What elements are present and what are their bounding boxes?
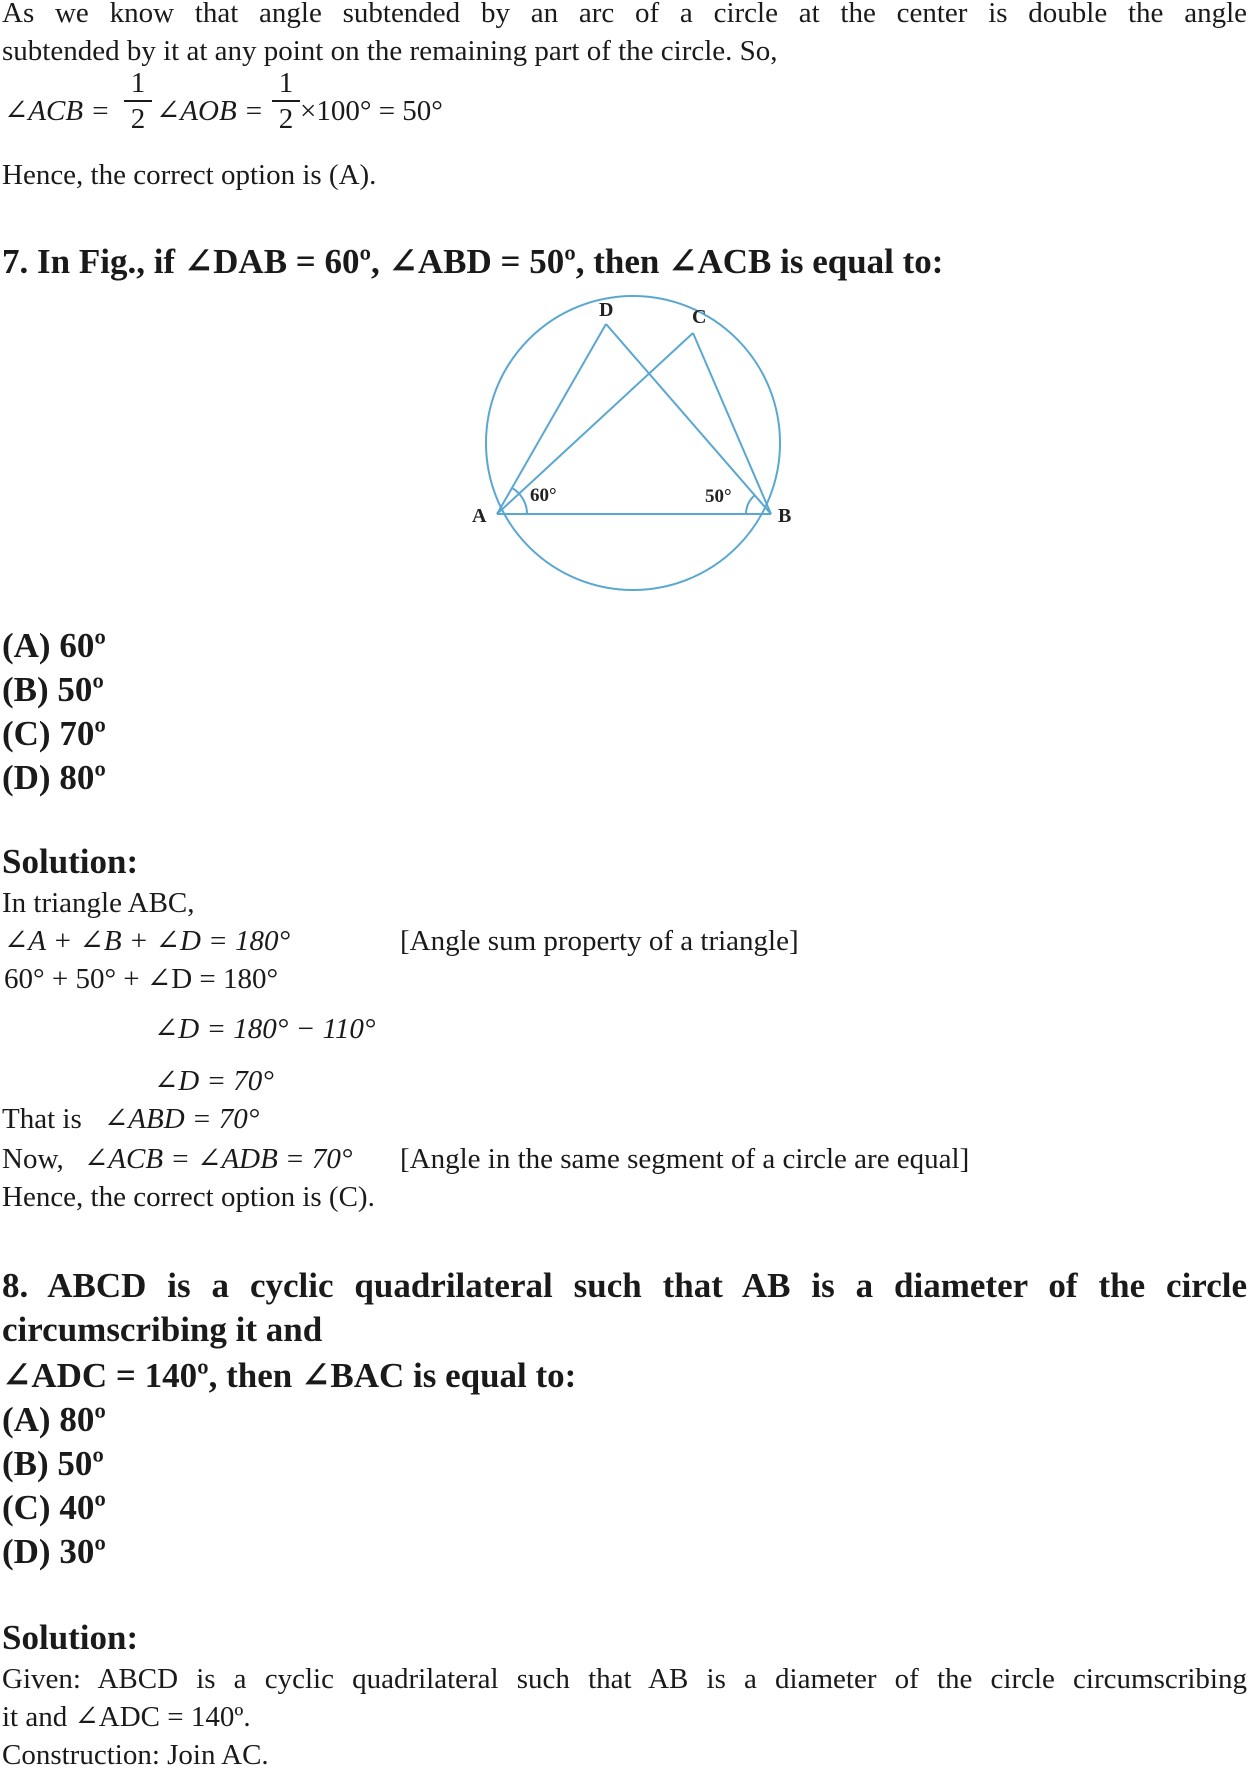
q8-option-c: (C) 40º <box>2 1488 106 1527</box>
q7-sol-line-1: In triangle ABC, <box>2 887 195 919</box>
angle-label-b: 50° <box>705 486 732 507</box>
eq-right: ×100° = 50° <box>300 95 443 127</box>
q7-sol-eq-3: ∠D = 180° − 110° <box>154 1013 376 1045</box>
eq-frac1-den: 2 <box>130 103 146 135</box>
q8-question-line-3: ∠ADC = 140º, then ∠BAC is equal to: <box>2 1356 577 1395</box>
eq-frac2-num: 1 <box>278 67 294 99</box>
q7-option-c: (C) 70º <box>2 714 106 753</box>
q7-option-d: (D) 80º <box>2 758 106 797</box>
angle-arc-b <box>746 495 755 514</box>
intro-text-line-1: As we know that angle subtended by an arc of a circle at the center is double the angle <box>2 0 1247 29</box>
q8-question-line-1: 8. ABCD is a cyclic quadrilateral such that AB is a diameter of the circle <box>2 1266 1247 1305</box>
q8-construction: Construction: Join AC. <box>2 1739 269 1771</box>
q7-sol-eq-2: 60° + 50° + ∠D = 180° <box>4 963 279 995</box>
eq-mid: ∠AOB = <box>156 95 264 127</box>
q7-solution-heading: Solution: <box>2 842 139 881</box>
q7-sol-now-reason: [Angle in the same segment of a circle are equal] <box>400 1143 970 1175</box>
q8-given-line-2: it and ∠ADC = 140º. <box>2 1701 251 1733</box>
label-b: B <box>778 505 792 527</box>
q8-question-line-2: circumscribing it and <box>2 1310 323 1349</box>
chord-ac <box>497 333 693 514</box>
q7-figure <box>460 288 800 618</box>
q7-sol-now-eq: ∠ACB = ∠ADB = 70° <box>84 1143 353 1175</box>
circle <box>486 296 780 590</box>
label-d: D <box>599 299 614 321</box>
eq-frac1-bar <box>124 100 152 102</box>
q7-sol-that: That is <box>2 1103 82 1135</box>
chord-bd <box>606 324 771 514</box>
q8-option-a: (A) 80º <box>2 1400 106 1439</box>
eq-left: ∠ACB = <box>4 95 110 127</box>
q8-option-d: (D) 30º <box>2 1532 106 1571</box>
intro-conclusion: Hence, the correct option is (A). <box>2 159 377 191</box>
eq-frac2-den: 2 <box>278 103 294 135</box>
q7-sol-now: Now, <box>2 1143 64 1175</box>
intro-text-line-2: subtended by it at any point on the remaining part of the circle. So, <box>2 35 778 67</box>
q8-option-b: (B) 50º <box>2 1444 104 1483</box>
eq-frac1-num: 1 <box>130 67 146 99</box>
angle-label-a: 60° <box>530 485 557 506</box>
label-c: C <box>692 306 707 328</box>
q7-option-a: (A) 60º <box>2 626 106 665</box>
q7-sol-eq-4: ∠D = 70° <box>154 1065 274 1097</box>
q7-option-b: (B) 50º <box>2 670 104 709</box>
q7-conclusion: Hence, the correct option is (C). <box>2 1181 375 1213</box>
q8-solution-heading: Solution: <box>2 1618 139 1657</box>
q7-question: 7. In Fig., if ∠DAB = 60º, ∠ABD = 50º, then ∠ACB is equal to: <box>2 242 944 281</box>
q8-given-line-1: Given: ABCD is a cyclic quadrilateral such that AB is a diameter of the circle circumscribing <box>2 1663 1247 1695</box>
label-a: A <box>472 505 487 527</box>
q7-sol-eq-1-reason: [Angle sum property of a triangle] <box>400 925 799 957</box>
eq-frac2-bar <box>272 100 300 102</box>
q7-sol-that-eq: ∠ABD = 70° <box>104 1103 260 1135</box>
q7-sol-eq-1: ∠A + ∠B + ∠D = 180° <box>4 925 291 957</box>
